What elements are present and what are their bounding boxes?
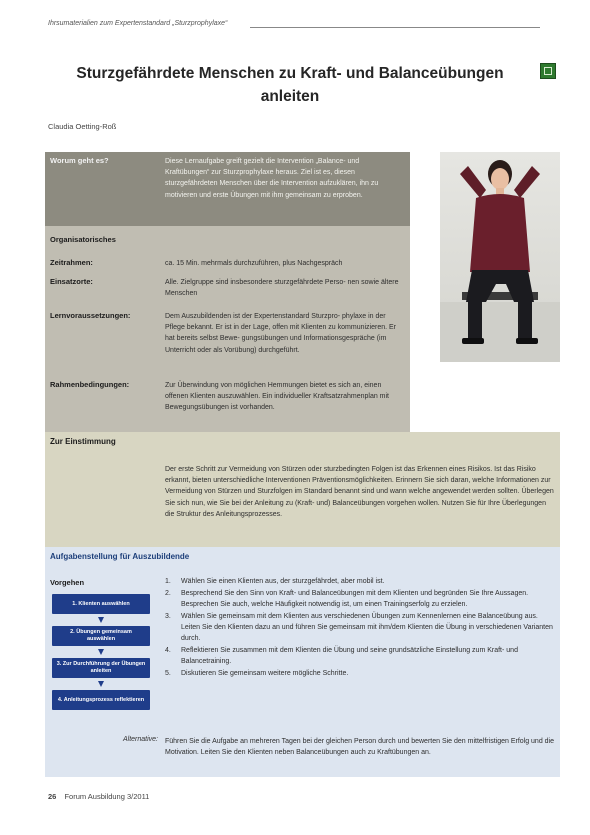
author: Claudia Oetting-Roß — [48, 122, 117, 131]
label-organizational: Organisatorisches — [50, 235, 116, 244]
label-locations: Einsatzorte: — [50, 277, 93, 286]
running-head: Ihrsumaterialien zum Expertenstandard „Sturzprophylaxe“ — [48, 20, 228, 27]
page-footer — [48, 792, 149, 801]
page-title — [40, 62, 540, 108]
step-reflect: 4. Anleitungsprozess reflektieren — [52, 690, 150, 710]
list-item: 3. Wählen Sie gemeinsam mit dem Klienten aus verschiedenen Übungen zum Kennenlernen eine Balanceübung aus. Leiten Sie den Klienten dazu an und führen Sie gemeinsam mit ihm/dem Klienten die Übung in verschiedenen Varianten durch. — [165, 613, 553, 642]
section-marker-icon — [540, 63, 556, 79]
text-conditions: Zur Überwindung von möglichen Hemmungen bietet es sich an, einen offenen Klienten auszuwählen. Ein individueller Kraftsatzrahmenplan mit Bewegungsübungen ist vorhanden. — [165, 382, 390, 412]
task-list — [165, 577, 557, 682]
journal-name: Forum Ausbildung 3/2011 — [64, 792, 150, 801]
label-prerequisites: Lernvoraussetzungen: — [50, 311, 131, 320]
exercise-photo — [440, 152, 560, 362]
list-item: 5. Diskutieren Sie gemeinsam weitere mögliche Schritte. — [165, 670, 349, 678]
title-line-1: Sturzgefährdete Menschen zu Kraft- und Balanceübungen — [76, 65, 504, 82]
step-guide-exercise: 3. Zur Durchführung der Übungen anleiten — [52, 658, 150, 678]
process-steps — [52, 594, 150, 710]
text-what-is-it: Diese Lernaufgabe greift gezielt die Intervention „Balance- und Kraftübungen“ zur Sturzprophylaxe heraus. Ziel ist es, diesen sturzgefährdeten Menschen über die Intervention aufzuklären, ihn zu motivieren und erste Übungen mit ihm gemeinsam zu erproben. — [165, 158, 379, 199]
woman-exercising-illustration — [440, 152, 560, 362]
list-item: 1. Wählen Sie einen Klienten aus, der sturzgefährdet, aber mobil ist. — [165, 578, 385, 585]
list-item: 2. Besprechend Sie den Sinn von Kraft- und Balanceübungen mit dem Klienten und begründen Sie Ihre Aussagen. Besprechen Sie auch, welche Häufigkeit notwendig ist, um einen Trainingserfolg zu erzielen. — [165, 590, 529, 609]
text-prerequisites: Dem Auszubildenden ist der Expertenstandard Sturzpro- phylaxe in der Pflege bekannt. Er ist in der Lage, offen mit Klienten zu kommunizieren. Er hat bereits selbst Bewe- gungsübungen und Informationsgespräche (im Unterricht oder als Vorübung) durchgeführt. — [165, 313, 396, 354]
label-conditions: Rahmenbedingungen: — [50, 380, 130, 389]
task-heading: Aufgabenstellung für Auszubildende — [50, 552, 190, 561]
text-locations: Alle. Zielgruppe sind insbesondere sturzgefährdete Perso- nen sowie ältere Menschen — [165, 279, 399, 298]
label-time-frame: Zeitrahmen: — [50, 258, 93, 267]
alternative-label: Alternative: — [122, 736, 158, 743]
list-item: 4. Reflektieren Sie zusammen mit dem Klienten die Übung und seine grundsätzliche Einstellung zum Kraft- und Balancetraining. — [165, 647, 518, 666]
warm-up-text: Der erste Schritt zur Vermeidung von Stürzen oder sturzbedingten Folgen ist das Erkennen eines Risikos. Ist das Risiko erkannt, bieten unterschiedliche Interventionen Präventionsmöglichkeiten. Erinnern Sie sich daran, welche Informationen zur Vermeidung von Stürzen und Sturzfolgen im Standard benannt sind und wann welche angewendet werden sollten. Überlegen Sie sich nun, wie Sie bei der Anleitung zu (Kraft- und) Balanceübungen vorgehen wollen. Nutzen Sie für Ihre Überlegungen die Struktur des Anleitungsprozesses. — [165, 466, 554, 518]
warm-up-heading: Zur Einstimmung — [50, 437, 116, 446]
procedure-label: Vorgehen — [50, 578, 85, 587]
header-rule — [250, 27, 540, 28]
text-time-frame: ca. 15 Min. mehrmals durchzuführen, plus Nachgespräch — [165, 260, 343, 267]
page-number: 26 — [48, 792, 57, 801]
alternative-text: Führen Sie die Aufgabe an mehreren Tagen bei der gleichen Person durch und bewerten Sie den mittelfristigen Erfolg und die Motivation. Leiten Sie den Klienten neben Balanceübungen auch zu Kraftübungen an. — [165, 738, 555, 757]
step-choose-exercises: 2. Übungen gemeinsam auswählen — [52, 626, 150, 646]
step-select-client: 1. Klienten auswählen — [52, 594, 150, 614]
title-line-2: anleiten — [260, 88, 320, 105]
label-what-is-it: Worum geht es? — [50, 156, 109, 165]
